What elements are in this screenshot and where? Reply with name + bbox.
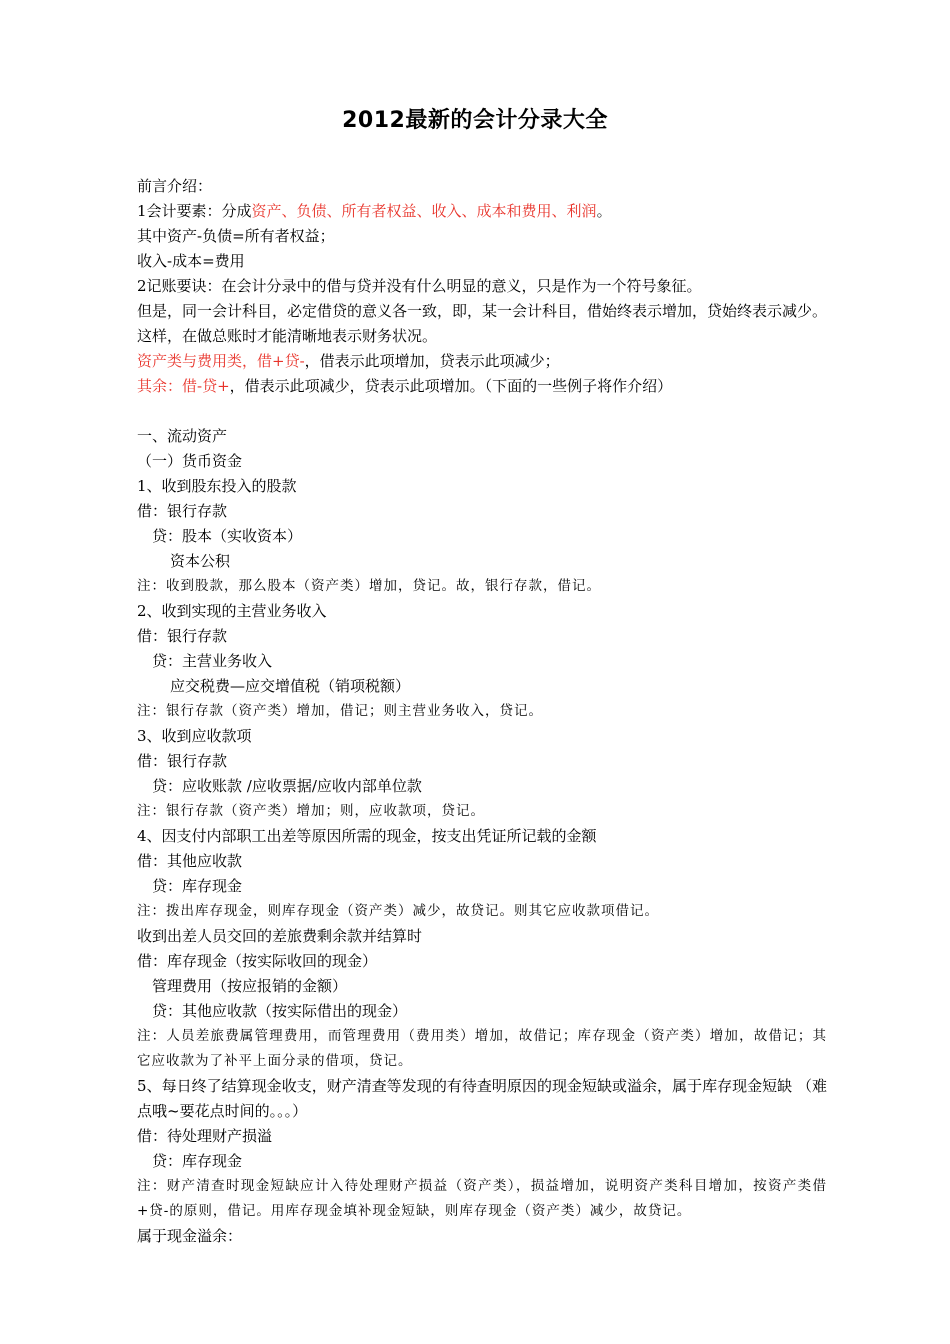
preface-text: 。 bbox=[596, 202, 612, 220]
entry-title: 2、收到实现的主营业务收入 bbox=[137, 602, 327, 620]
highlight-text: 资产类与费用类，借+贷- bbox=[137, 352, 305, 370]
entry-debit: 借：其他应收款 bbox=[137, 852, 243, 870]
preface-line-equation-1: 其中资产-负债=所有者权益； bbox=[137, 227, 335, 245]
entry-credit: 贷：应收账款 /应收票据/应收内部单位款 bbox=[152, 777, 422, 795]
entry-debit: 借：银行存款 bbox=[137, 502, 228, 520]
entry-credit: 贷：库存现金 bbox=[152, 1152, 243, 1170]
entry-title: 收到出差人员交回的差旅费剩余款并结算时 bbox=[137, 927, 423, 945]
section-heading: 一、流动资产 bbox=[137, 427, 228, 445]
document-title: 2012最新的会计分录大全 bbox=[342, 108, 608, 133]
entry-title: 1、收到股东投入的股款 bbox=[137, 477, 297, 495]
preface-line-other-rule bbox=[137, 374, 827, 399]
entry-debit: 借：银行存款 bbox=[137, 752, 228, 770]
entry-debit: 借：银行存款 bbox=[137, 627, 228, 645]
entry-debit: 借：库存现金（按实际收回的现金） bbox=[137, 952, 378, 970]
entry-title: 4、因支付内部职工出差等原因所需的现金，按支出凭证所记载的金额 bbox=[137, 827, 597, 845]
entry-note: 注：拨出库存现金，则库存现金（资产类）减少，故贷记。则其它应收款项借记。 bbox=[137, 903, 659, 919]
entry-credit: 资本公积 bbox=[170, 552, 231, 570]
entry-title: 5、每日终了结算现金收支，财产清查等发现的有待查明原因的现金短缺或溢余，属于库存现金短缺 （难点哦~要花点时间的。。。） bbox=[137, 1077, 827, 1120]
preface-heading: 前言介绍： bbox=[137, 177, 213, 195]
preface-line-elements bbox=[137, 199, 827, 224]
entry-credit: 贷：主营业务收入 bbox=[152, 652, 273, 670]
entry-note: 注：财产清查时现金短缺应计入待处理财产损益（资产类），损益增加，说明资产类科目增加，按资产类借+贷-的原则，借记。用库存现金填补现金短缺，则库存现金（资产类）减少，故贷记。 bbox=[137, 1178, 827, 1219]
preface-text: ，借表示此项增加，贷表示此项减少； bbox=[304, 352, 560, 370]
entry-credit: 贷：库存现金 bbox=[152, 877, 243, 895]
entry-credit: 应交税费—应交增值税（销项税额） bbox=[170, 677, 411, 695]
preface-paragraph: 但是，同一会计科目，必定借贷的意义各一致，即，某一会计科目，借始终表示增加，贷始终表示减少。这样，在做总账时才能清晰地表示财务状况。 bbox=[137, 302, 828, 345]
entry-title: 属于现金溢余： bbox=[137, 1227, 243, 1245]
spacer bbox=[137, 399, 827, 424]
entry-title: 3、收到应收款项 bbox=[137, 727, 252, 745]
entry-debit: 借：待处理财产损溢 bbox=[137, 1127, 273, 1145]
preface-line-rule: 2记账要诀：在会计分录中的借与贷并没有什么明显的意义，只是作为一个符号象征。 bbox=[137, 277, 702, 295]
preface-text: ，借表示此项减少，贷表示此项增加。（下面的一些例子将作介绍） bbox=[229, 377, 673, 395]
highlight-text: 资产、负债、所有者权益、收入、成本和费用、利润 bbox=[251, 202, 597, 220]
entry-note: 注：银行存款（资产类）增加；则，应收款项，贷记。 bbox=[137, 803, 485, 819]
preface-line-equation-2: 收入-成本=费用 bbox=[137, 252, 245, 270]
entry-note: 注：收到股款，那么股本（资产类）增加，贷记。故，银行存款，借记。 bbox=[137, 578, 601, 594]
entry-note: 注：银行存款（资产类）增加，借记；则主营业务收入，贷记。 bbox=[137, 703, 543, 719]
entry-note: 注：人员差旅费属管理费用，而管理费用（费用类）增加，故借记；库存现金（资产类）增加，故借记；其它应收款为了补平上面分录的借项，贷记。 bbox=[137, 1028, 827, 1069]
entry-credit: 贷：股本（实收资本） bbox=[152, 527, 303, 545]
document-body bbox=[137, 174, 827, 1249]
entry-credit: 贷：其他应收款（按实际借出的现金） bbox=[152, 1002, 408, 1020]
preface-line-asset-rule bbox=[137, 349, 827, 374]
subsection-heading: （一）货币资金 bbox=[137, 452, 243, 470]
highlight-text: 其余：借-贷+ bbox=[137, 377, 230, 395]
preface-text: 1会计要素：分成 bbox=[137, 202, 252, 220]
entry-debit: 管理费用（按应报销的金额） bbox=[152, 977, 348, 995]
